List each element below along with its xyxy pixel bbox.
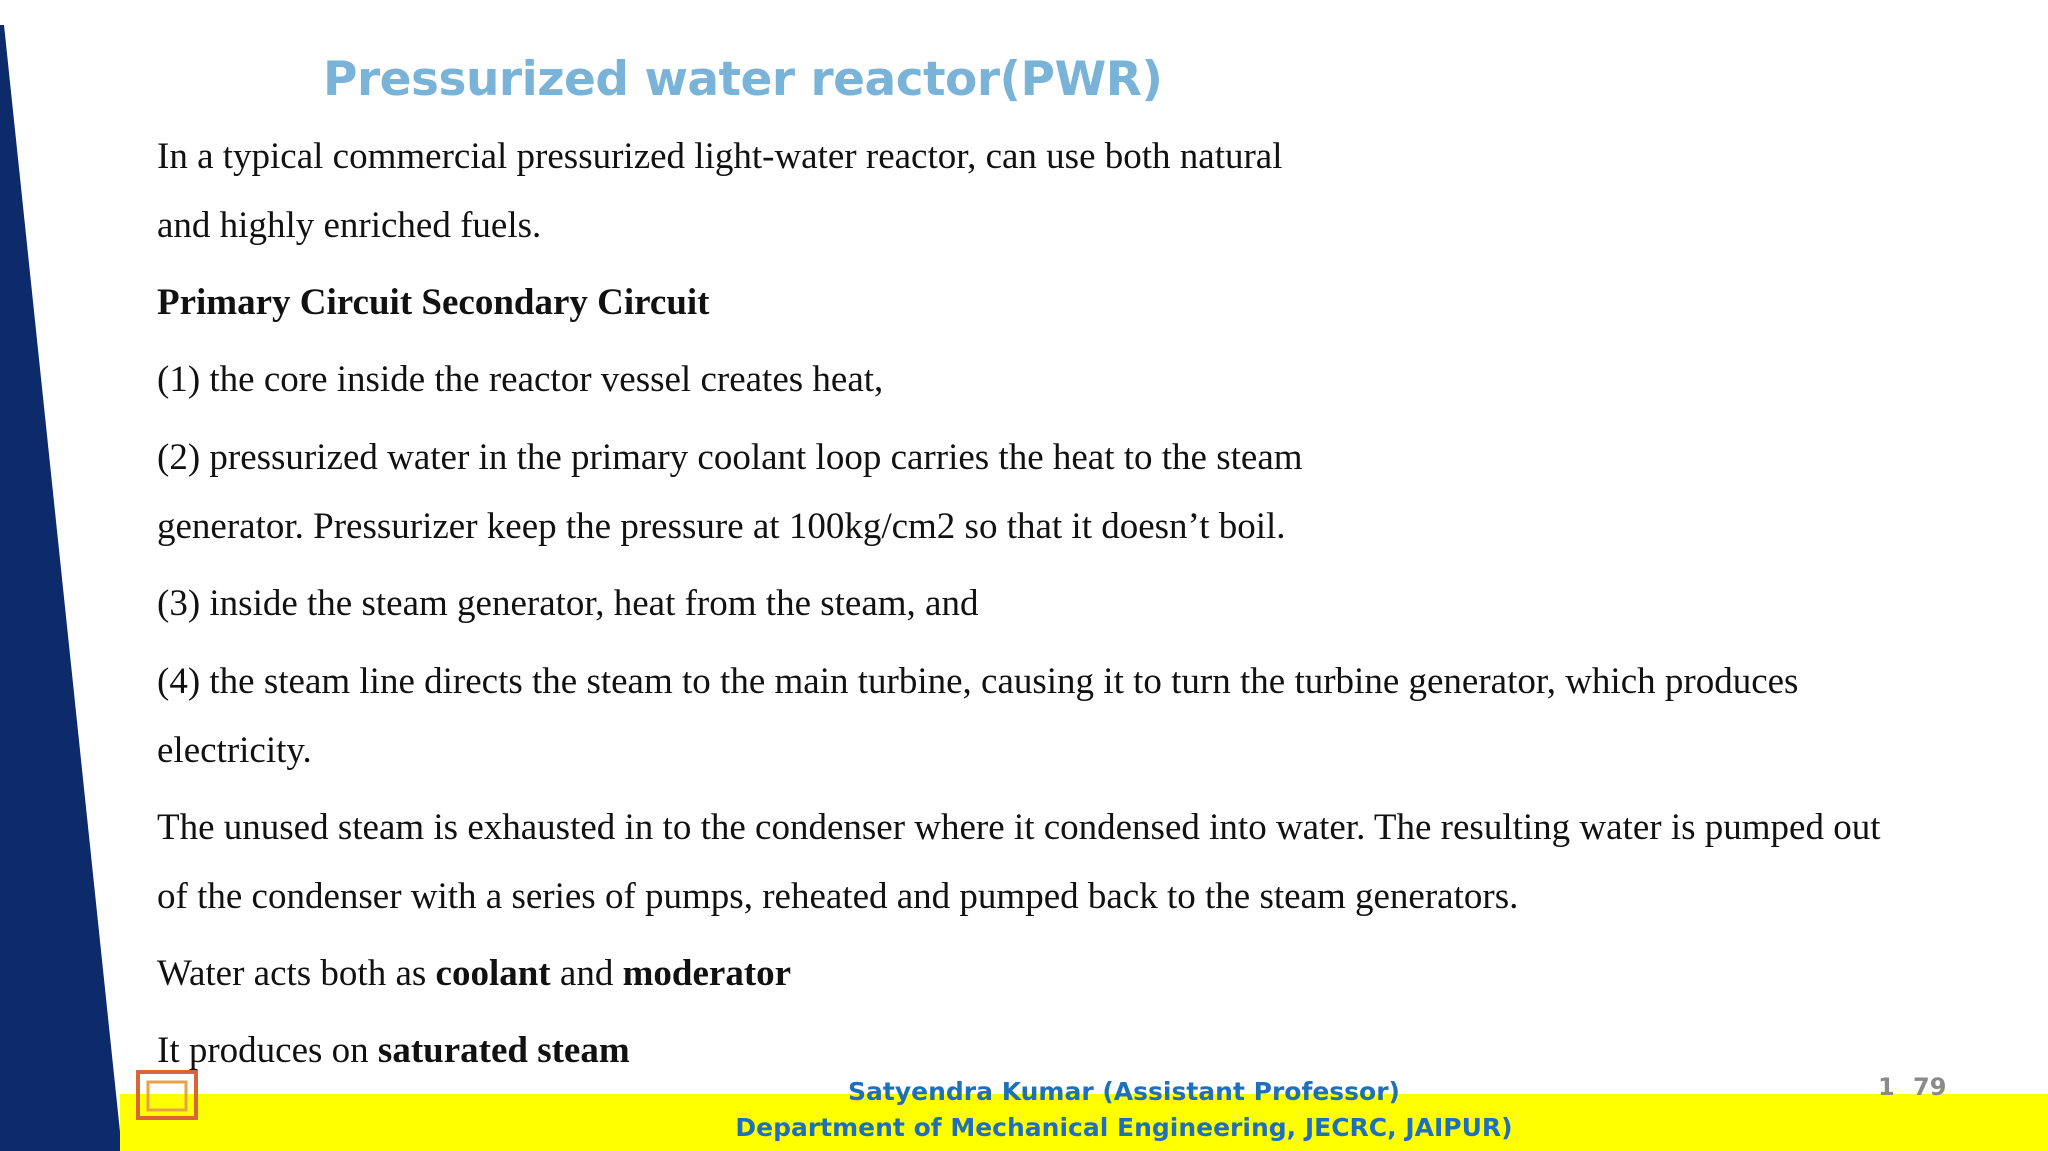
saturated-steam-line (157, 1029, 630, 1073)
unused-steam-line-1: The unused steam is exhausted in to the condenser where it condensed into water. The resulting water is pumped out (157, 807, 1881, 848)
footer-department: Department of Mechanical Engineering, JECRC, JAIPUR) (735, 1113, 1513, 1142)
intro-line-2: and highly enriched fuels. (157, 205, 542, 246)
slide-prefix: 1 (1878, 1073, 1895, 1101)
page-number: 79 (1913, 1073, 1947, 1101)
water-role-and: and (550, 953, 623, 994)
intro-line-1: In a typical commercial pressurized light-water reactor, can use both natural (157, 136, 1283, 177)
step-4-line-2: electricity. (157, 730, 312, 771)
step-3: (3) inside the steam generator, heat from the steam, and (157, 583, 979, 624)
unused-steam-line-2: of the condenser with a series of pumps, reheated and pumped back to the steam generators. (157, 876, 1519, 917)
step-2-line-2: generator. Pressurizer keep the pressure at 100kg/cm2 so that it doesn’t boil. (157, 506, 1286, 547)
step-2-line-1: (2) pressurized water in the primary coolant loop carries the heat to the steam (157, 437, 1303, 478)
footer-author: Satyendra Kumar (Assistant Professor) (848, 1077, 1400, 1106)
left-accent-wedge (0, 0, 125, 1151)
step-1: (1) the core inside the reactor vessel creates heat, (157, 359, 884, 400)
produces-prefix: It produces on (157, 1030, 378, 1071)
saturated-steam-term: saturated steam (377, 1030, 630, 1071)
coolant-term: coolant (435, 953, 551, 994)
slide-title: Pressurized water reactor(PWR) (323, 52, 1163, 107)
water-role-line (157, 952, 791, 996)
water-role-prefix: Water acts both as (157, 953, 436, 994)
circuits-heading: Primary Circuit Secondary Circuit (157, 282, 710, 323)
moderator-term: moderator (622, 953, 792, 994)
step-4-line-1: (4) the steam line directs the steam to the main turbine, causing it to turn the turbine generator, which produces (157, 661, 1799, 702)
